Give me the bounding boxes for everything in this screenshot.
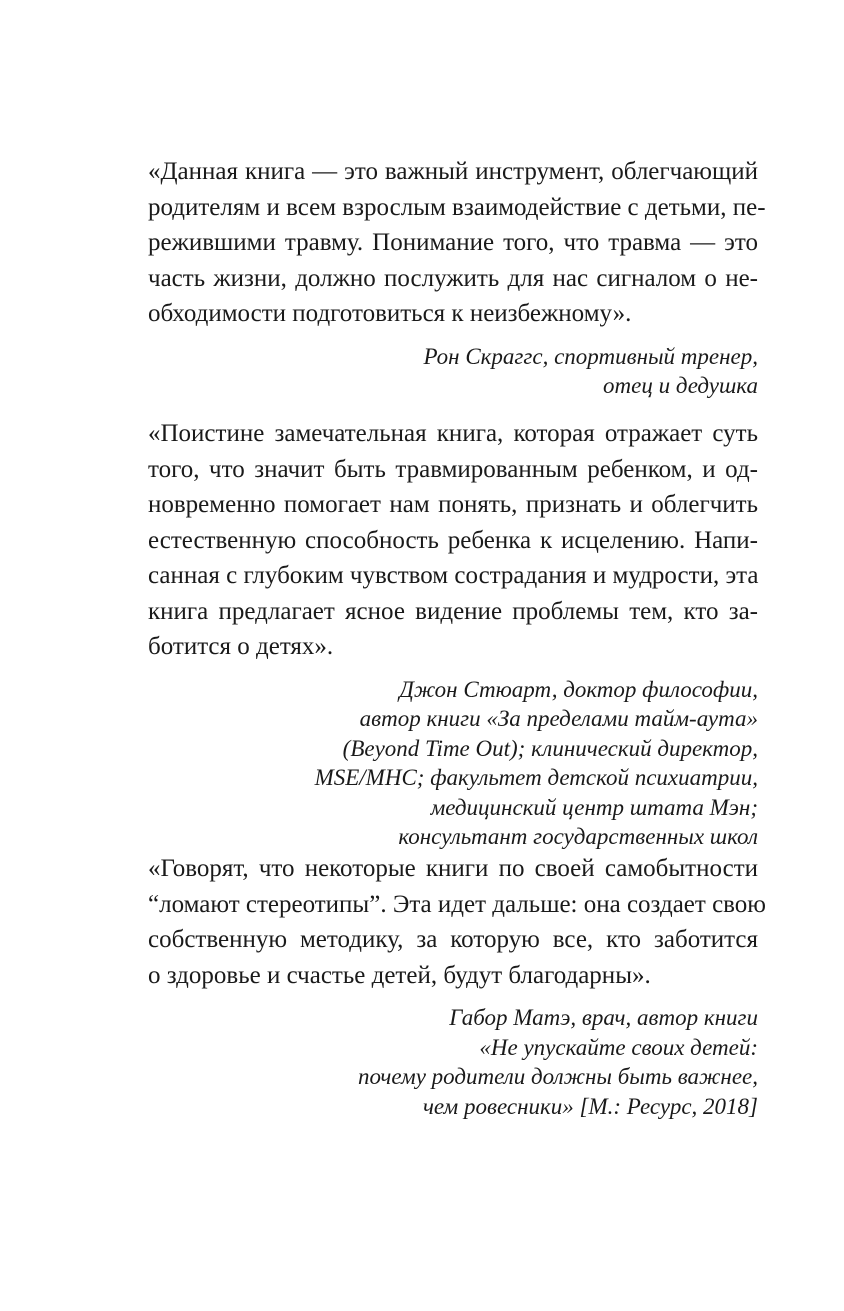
quote-line: «Поистине замечательная книга, которая отражает суть xyxy=(148,420,758,447)
attribution-line: консультант государственных школ xyxy=(398,824,758,849)
attribution-line: Джон Стюарт, доктор философии, xyxy=(399,676,758,702)
quote-line: собственную методику, за которую все, кто заботится xyxy=(148,926,758,953)
quote-attribution xyxy=(148,342,758,401)
quote-line: «Говорят, что некоторые книги по своей самобытности xyxy=(148,855,758,882)
attribution-line: автор книги «За пределами тайм-аута» xyxy=(359,706,758,731)
quote-attribution xyxy=(148,1003,758,1121)
quote-line: естественную способность ребенка к исцелению. Напи- xyxy=(148,526,758,554)
quote-text xyxy=(148,416,758,665)
quote-line: режившими травму. Понимание того, что травма — это xyxy=(148,229,758,256)
attribution-line: медицинский центр штата Мэн; xyxy=(430,794,758,820)
quote-line: санная с глубоким чувством сострадания и мудрости, эта xyxy=(148,562,759,589)
attribution-line: Габор Матэ, врач, автор книги xyxy=(449,1005,758,1030)
attribution-line: (Beyond Time Out); клинический директор, xyxy=(342,735,758,761)
quote-line: часть жизни, должно послужить для нас сигналом о не- xyxy=(148,264,758,292)
attribution-line: Рон Скраггс, спортивный тренер, xyxy=(423,343,758,369)
quote-text xyxy=(148,154,766,332)
quote-text xyxy=(148,851,766,993)
quote-attribution xyxy=(148,675,758,852)
quote-line: обходимости подготовиться к неизбежному». xyxy=(148,300,632,327)
attribution-line: отец и дедушка xyxy=(603,373,758,398)
quote-line: «Данная книга — это важный инструмент, облегчающий xyxy=(148,158,758,185)
quote-line: “ломают стереотипы”. Эта идет дальше: она создает свою xyxy=(148,890,766,918)
testimonial-2 xyxy=(148,416,758,852)
quote-line: того, что значит быть травмированным ребенком, и од- xyxy=(148,455,758,483)
attribution-line: чем ровесники» [М.: Ресурс, 2018] xyxy=(422,1093,758,1119)
quote-line: о здоровье и счастье детей, будут благодарны». xyxy=(148,961,651,989)
quote-line: ботится о детях». xyxy=(148,633,334,660)
quote-line: родителям и всем взрослым взаимодействие с детьми, пе- xyxy=(148,193,766,221)
testimonial-3 xyxy=(148,851,766,1121)
testimonial-1 xyxy=(148,154,766,401)
quote-line: новременно помогает нам понять, признать и облегчить xyxy=(148,491,758,518)
quote-line: книга предлагает ясное видение проблемы тем, кто за- xyxy=(148,597,758,625)
attribution-line: «Не упускайте своих детей: xyxy=(479,1034,758,1060)
attribution-line: MSE/MHC; факультет детской психиатрии, xyxy=(314,765,758,790)
attribution-line: почему родители должны быть важнее, xyxy=(358,1064,758,1089)
